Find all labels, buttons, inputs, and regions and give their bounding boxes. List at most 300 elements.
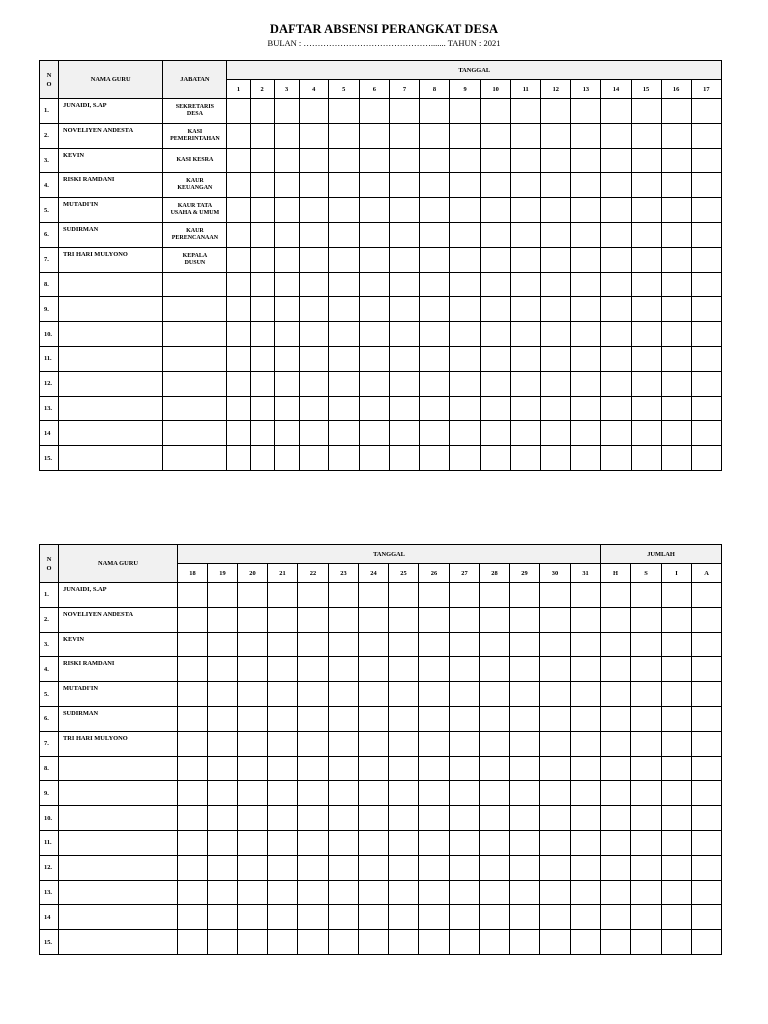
attendance-cell[interactable] [419, 396, 449, 421]
attendance-cell[interactable] [238, 682, 268, 707]
attendance-cell[interactable] [329, 930, 359, 955]
attendance-cell[interactable] [419, 583, 450, 608]
attendance-cell[interactable] [511, 173, 541, 198]
attendance-cell[interactable] [268, 657, 298, 682]
attendance-cell[interactable] [450, 297, 481, 322]
attendance-cell[interactable] [227, 148, 250, 173]
jumlah-cell[interactable] [692, 607, 722, 632]
attendance-cell[interactable] [541, 247, 571, 272]
jumlah-cell[interactable] [662, 607, 692, 632]
attendance-cell[interactable] [601, 247, 631, 272]
attendance-cell[interactable] [359, 247, 389, 272]
attendance-cell[interactable] [601, 173, 631, 198]
attendance-cell[interactable] [510, 706, 540, 731]
attendance-cell[interactable] [359, 632, 389, 657]
attendance-cell[interactable] [299, 421, 328, 446]
attendance-cell[interactable] [274, 148, 299, 173]
attendance-cell[interactable] [299, 173, 328, 198]
attendance-cell[interactable] [299, 247, 328, 272]
attendance-cell[interactable] [661, 446, 691, 471]
attendance-cell[interactable] [359, 421, 389, 446]
attendance-cell[interactable] [480, 632, 510, 657]
attendance-cell[interactable] [238, 930, 268, 955]
attendance-cell[interactable] [298, 583, 329, 608]
attendance-cell[interactable] [450, 830, 480, 855]
attendance-cell[interactable] [238, 781, 268, 806]
attendance-cell[interactable] [481, 346, 511, 371]
attendance-cell[interactable] [389, 583, 419, 608]
jumlah-cell[interactable] [662, 583, 692, 608]
attendance-cell[interactable] [419, 371, 449, 396]
attendance-cell[interactable] [450, 371, 481, 396]
attendance-cell[interactable] [419, 272, 449, 297]
attendance-cell[interactable] [359, 905, 389, 930]
attendance-cell[interactable] [450, 222, 481, 247]
attendance-cell[interactable] [631, 396, 661, 421]
attendance-cell[interactable] [250, 173, 274, 198]
attendance-cell[interactable] [481, 421, 511, 446]
attendance-cell[interactable] [299, 297, 328, 322]
attendance-cell[interactable] [419, 148, 449, 173]
attendance-cell[interactable] [511, 297, 541, 322]
attendance-cell[interactable] [298, 706, 329, 731]
attendance-cell[interactable] [511, 198, 541, 223]
jumlah-cell[interactable] [692, 930, 722, 955]
attendance-cell[interactable] [389, 880, 419, 905]
jumlah-cell[interactable] [662, 830, 692, 855]
attendance-cell[interactable] [419, 657, 450, 682]
attendance-cell[interactable] [511, 371, 541, 396]
attendance-cell[interactable] [250, 346, 274, 371]
attendance-cell[interactable] [571, 731, 601, 756]
jumlah-cell[interactable] [692, 682, 722, 707]
attendance-cell[interactable] [359, 756, 389, 781]
attendance-cell[interactable] [571, 682, 601, 707]
jumlah-cell[interactable] [601, 830, 631, 855]
attendance-cell[interactable] [227, 446, 250, 471]
attendance-cell[interactable] [208, 583, 238, 608]
jumlah-cell[interactable] [601, 905, 631, 930]
attendance-cell[interactable] [250, 297, 274, 322]
jumlah-cell[interactable] [601, 880, 631, 905]
jumlah-cell[interactable] [692, 731, 722, 756]
attendance-cell[interactable] [419, 830, 450, 855]
attendance-cell[interactable] [329, 756, 359, 781]
attendance-cell[interactable] [328, 222, 359, 247]
attendance-cell[interactable] [389, 855, 419, 880]
attendance-cell[interactable] [329, 682, 359, 707]
attendance-cell[interactable] [571, 272, 601, 297]
attendance-cell[interactable] [359, 607, 389, 632]
attendance-cell[interactable] [298, 731, 329, 756]
jumlah-cell[interactable] [601, 706, 631, 731]
attendance-cell[interactable] [450, 173, 481, 198]
attendance-cell[interactable] [359, 371, 389, 396]
attendance-cell[interactable] [178, 880, 208, 905]
jumlah-cell[interactable] [631, 706, 662, 731]
attendance-cell[interactable] [328, 173, 359, 198]
attendance-cell[interactable] [571, 583, 601, 608]
attendance-cell[interactable] [481, 446, 511, 471]
attendance-cell[interactable] [238, 632, 268, 657]
attendance-cell[interactable] [419, 756, 450, 781]
attendance-cell[interactable] [389, 222, 419, 247]
attendance-cell[interactable] [238, 706, 268, 731]
attendance-cell[interactable] [540, 657, 571, 682]
attendance-cell[interactable] [631, 123, 661, 148]
attendance-cell[interactable] [571, 781, 601, 806]
jumlah-cell[interactable] [692, 706, 722, 731]
attendance-cell[interactable] [419, 446, 449, 471]
jumlah-cell[interactable] [631, 632, 662, 657]
attendance-cell[interactable] [450, 198, 481, 223]
attendance-cell[interactable] [450, 905, 480, 930]
attendance-cell[interactable] [480, 905, 510, 930]
attendance-cell[interactable] [571, 123, 601, 148]
jumlah-cell[interactable] [692, 583, 722, 608]
attendance-cell[interactable] [480, 806, 510, 831]
attendance-cell[interactable] [419, 297, 449, 322]
attendance-cell[interactable] [298, 657, 329, 682]
attendance-cell[interactable] [541, 173, 571, 198]
jumlah-cell[interactable] [601, 781, 631, 806]
attendance-cell[interactable] [359, 123, 389, 148]
attendance-cell[interactable] [268, 756, 298, 781]
attendance-cell[interactable] [238, 657, 268, 682]
attendance-cell[interactable] [510, 830, 540, 855]
jumlah-cell[interactable] [601, 806, 631, 831]
attendance-cell[interactable] [389, 930, 419, 955]
attendance-cell[interactable] [250, 247, 274, 272]
attendance-cell[interactable] [450, 657, 480, 682]
attendance-cell[interactable] [510, 781, 540, 806]
attendance-cell[interactable] [227, 198, 250, 223]
attendance-cell[interactable] [480, 756, 510, 781]
attendance-cell[interactable] [510, 930, 540, 955]
attendance-cell[interactable] [571, 148, 601, 173]
attendance-cell[interactable] [329, 706, 359, 731]
attendance-cell[interactable] [541, 346, 571, 371]
attendance-cell[interactable] [359, 99, 389, 124]
attendance-cell[interactable] [389, 247, 419, 272]
attendance-cell[interactable] [299, 371, 328, 396]
attendance-cell[interactable] [450, 396, 481, 421]
attendance-cell[interactable] [227, 396, 250, 421]
attendance-cell[interactable] [389, 806, 419, 831]
attendance-cell[interactable] [481, 272, 511, 297]
attendance-cell[interactable] [510, 607, 540, 632]
jumlah-cell[interactable] [692, 781, 722, 806]
attendance-cell[interactable] [359, 272, 389, 297]
attendance-cell[interactable] [268, 905, 298, 930]
attendance-cell[interactable] [389, 322, 419, 347]
attendance-cell[interactable] [389, 781, 419, 806]
attendance-cell[interactable] [208, 905, 238, 930]
attendance-cell[interactable] [480, 583, 510, 608]
attendance-cell[interactable] [359, 346, 389, 371]
attendance-cell[interactable] [274, 198, 299, 223]
attendance-cell[interactable] [541, 99, 571, 124]
attendance-cell[interactable] [661, 99, 691, 124]
attendance-cell[interactable] [601, 99, 631, 124]
attendance-cell[interactable] [329, 905, 359, 930]
attendance-cell[interactable] [571, 806, 601, 831]
attendance-cell[interactable] [661, 198, 691, 223]
attendance-cell[interactable] [480, 682, 510, 707]
attendance-cell[interactable] [359, 322, 389, 347]
attendance-cell[interactable] [389, 682, 419, 707]
attendance-cell[interactable] [571, 706, 601, 731]
attendance-cell[interactable] [540, 682, 571, 707]
attendance-cell[interactable] [480, 830, 510, 855]
jumlah-cell[interactable] [631, 830, 662, 855]
attendance-cell[interactable] [691, 222, 721, 247]
attendance-cell[interactable] [389, 446, 419, 471]
attendance-cell[interactable] [631, 272, 661, 297]
attendance-cell[interactable] [540, 830, 571, 855]
attendance-cell[interactable] [238, 731, 268, 756]
attendance-cell[interactable] [298, 632, 329, 657]
attendance-cell[interactable] [450, 607, 480, 632]
attendance-cell[interactable] [540, 806, 571, 831]
attendance-cell[interactable] [450, 272, 481, 297]
attendance-cell[interactable] [227, 346, 250, 371]
attendance-cell[interactable] [359, 446, 389, 471]
attendance-cell[interactable] [481, 222, 511, 247]
attendance-cell[interactable] [419, 198, 449, 223]
attendance-cell[interactable] [601, 123, 631, 148]
attendance-cell[interactable] [661, 123, 691, 148]
attendance-cell[interactable] [691, 272, 721, 297]
attendance-cell[interactable] [540, 607, 571, 632]
attendance-cell[interactable] [268, 731, 298, 756]
attendance-cell[interactable] [661, 173, 691, 198]
attendance-cell[interactable] [178, 781, 208, 806]
attendance-cell[interactable] [540, 781, 571, 806]
attendance-cell[interactable] [299, 346, 328, 371]
attendance-cell[interactable] [691, 297, 721, 322]
attendance-cell[interactable] [510, 855, 540, 880]
attendance-cell[interactable] [540, 880, 571, 905]
attendance-cell[interactable] [208, 855, 238, 880]
attendance-cell[interactable] [661, 297, 691, 322]
attendance-cell[interactable] [691, 247, 721, 272]
attendance-cell[interactable] [571, 173, 601, 198]
jumlah-cell[interactable] [662, 880, 692, 905]
attendance-cell[interactable] [250, 396, 274, 421]
attendance-cell[interactable] [510, 905, 540, 930]
attendance-cell[interactable] [571, 198, 601, 223]
attendance-cell[interactable] [419, 346, 449, 371]
attendance-cell[interactable] [450, 855, 480, 880]
attendance-cell[interactable] [601, 198, 631, 223]
attendance-cell[interactable] [359, 148, 389, 173]
attendance-cell[interactable] [631, 446, 661, 471]
attendance-cell[interactable] [389, 632, 419, 657]
attendance-cell[interactable] [298, 905, 329, 930]
attendance-cell[interactable] [540, 706, 571, 731]
attendance-cell[interactable] [691, 396, 721, 421]
attendance-cell[interactable] [208, 706, 238, 731]
attendance-cell[interactable] [601, 222, 631, 247]
attendance-cell[interactable] [571, 855, 601, 880]
jumlah-cell[interactable] [662, 781, 692, 806]
jumlah-cell[interactable] [692, 657, 722, 682]
jumlah-cell[interactable] [692, 806, 722, 831]
attendance-cell[interactable] [178, 756, 208, 781]
attendance-cell[interactable] [250, 322, 274, 347]
attendance-cell[interactable] [601, 396, 631, 421]
attendance-cell[interactable] [208, 632, 238, 657]
jumlah-cell[interactable] [601, 583, 631, 608]
attendance-cell[interactable] [571, 632, 601, 657]
jumlah-cell[interactable] [662, 930, 692, 955]
attendance-cell[interactable] [250, 99, 274, 124]
attendance-cell[interactable] [661, 148, 691, 173]
attendance-cell[interactable] [328, 396, 359, 421]
attendance-cell[interactable] [389, 421, 419, 446]
jumlah-cell[interactable] [662, 731, 692, 756]
attendance-cell[interactable] [298, 607, 329, 632]
attendance-cell[interactable] [571, 930, 601, 955]
attendance-cell[interactable] [601, 148, 631, 173]
attendance-cell[interactable] [541, 396, 571, 421]
attendance-cell[interactable] [299, 222, 328, 247]
attendance-cell[interactable] [238, 855, 268, 880]
attendance-cell[interactable] [328, 247, 359, 272]
attendance-cell[interactable] [389, 148, 419, 173]
attendance-cell[interactable] [601, 272, 631, 297]
attendance-cell[interactable] [299, 123, 328, 148]
attendance-cell[interactable] [298, 756, 329, 781]
attendance-cell[interactable] [268, 806, 298, 831]
attendance-cell[interactable] [419, 222, 449, 247]
attendance-cell[interactable] [328, 446, 359, 471]
attendance-cell[interactable] [389, 607, 419, 632]
attendance-cell[interactable] [419, 806, 450, 831]
attendance-cell[interactable] [208, 682, 238, 707]
attendance-cell[interactable] [359, 657, 389, 682]
attendance-cell[interactable] [274, 346, 299, 371]
attendance-cell[interactable] [359, 706, 389, 731]
attendance-cell[interactable] [298, 855, 329, 880]
attendance-cell[interactable] [450, 322, 481, 347]
attendance-cell[interactable] [631, 222, 661, 247]
jumlah-cell[interactable] [631, 682, 662, 707]
attendance-cell[interactable] [631, 297, 661, 322]
attendance-cell[interactable] [389, 657, 419, 682]
jumlah-cell[interactable] [662, 706, 692, 731]
attendance-cell[interactable] [661, 247, 691, 272]
attendance-cell[interactable] [450, 446, 481, 471]
attendance-cell[interactable] [541, 371, 571, 396]
attendance-cell[interactable] [178, 855, 208, 880]
attendance-cell[interactable] [510, 806, 540, 831]
jumlah-cell[interactable] [601, 930, 631, 955]
attendance-cell[interactable] [511, 346, 541, 371]
attendance-cell[interactable] [450, 123, 481, 148]
attendance-cell[interactable] [571, 346, 601, 371]
attendance-cell[interactable] [571, 247, 601, 272]
attendance-cell[interactable] [268, 880, 298, 905]
attendance-cell[interactable] [389, 173, 419, 198]
attendance-cell[interactable] [511, 247, 541, 272]
jumlah-cell[interactable] [631, 930, 662, 955]
attendance-cell[interactable] [328, 272, 359, 297]
jumlah-cell[interactable] [631, 806, 662, 831]
attendance-cell[interactable] [481, 297, 511, 322]
attendance-cell[interactable] [389, 731, 419, 756]
attendance-cell[interactable] [208, 756, 238, 781]
attendance-cell[interactable] [329, 731, 359, 756]
attendance-cell[interactable] [511, 222, 541, 247]
attendance-cell[interactable] [691, 446, 721, 471]
jumlah-cell[interactable] [692, 830, 722, 855]
jumlah-cell[interactable] [601, 855, 631, 880]
jumlah-cell[interactable] [692, 880, 722, 905]
attendance-cell[interactable] [601, 446, 631, 471]
attendance-cell[interactable] [298, 682, 329, 707]
attendance-cell[interactable] [359, 806, 389, 831]
attendance-cell[interactable] [328, 148, 359, 173]
jumlah-cell[interactable] [662, 905, 692, 930]
attendance-cell[interactable] [511, 148, 541, 173]
attendance-cell[interactable] [250, 446, 274, 471]
attendance-cell[interactable] [227, 272, 250, 297]
attendance-cell[interactable] [329, 583, 359, 608]
attendance-cell[interactable] [541, 446, 571, 471]
jumlah-cell[interactable] [662, 682, 692, 707]
attendance-cell[interactable] [510, 657, 540, 682]
attendance-cell[interactable] [274, 247, 299, 272]
jumlah-cell[interactable] [601, 657, 631, 682]
attendance-cell[interactable] [571, 756, 601, 781]
attendance-cell[interactable] [298, 830, 329, 855]
attendance-cell[interactable] [389, 99, 419, 124]
jumlah-cell[interactable] [631, 880, 662, 905]
attendance-cell[interactable] [299, 198, 328, 223]
jumlah-cell[interactable] [631, 731, 662, 756]
attendance-cell[interactable] [250, 272, 274, 297]
jumlah-cell[interactable] [662, 632, 692, 657]
attendance-cell[interactable] [480, 855, 510, 880]
attendance-cell[interactable] [450, 346, 481, 371]
attendance-cell[interactable] [359, 297, 389, 322]
attendance-cell[interactable] [511, 421, 541, 446]
attendance-cell[interactable] [329, 806, 359, 831]
attendance-cell[interactable] [178, 607, 208, 632]
attendance-cell[interactable] [450, 706, 480, 731]
attendance-cell[interactable] [631, 198, 661, 223]
attendance-cell[interactable] [227, 99, 250, 124]
attendance-cell[interactable] [389, 706, 419, 731]
attendance-cell[interactable] [274, 297, 299, 322]
attendance-cell[interactable] [178, 830, 208, 855]
attendance-cell[interactable] [208, 607, 238, 632]
attendance-cell[interactable] [268, 781, 298, 806]
attendance-cell[interactable] [178, 731, 208, 756]
attendance-cell[interactable] [274, 272, 299, 297]
attendance-cell[interactable] [238, 830, 268, 855]
attendance-cell[interactable] [691, 322, 721, 347]
attendance-cell[interactable] [389, 756, 419, 781]
attendance-cell[interactable] [274, 222, 299, 247]
attendance-cell[interactable] [631, 421, 661, 446]
attendance-cell[interactable] [571, 880, 601, 905]
attendance-cell[interactable] [359, 396, 389, 421]
attendance-cell[interactable] [481, 198, 511, 223]
attendance-cell[interactable] [250, 371, 274, 396]
